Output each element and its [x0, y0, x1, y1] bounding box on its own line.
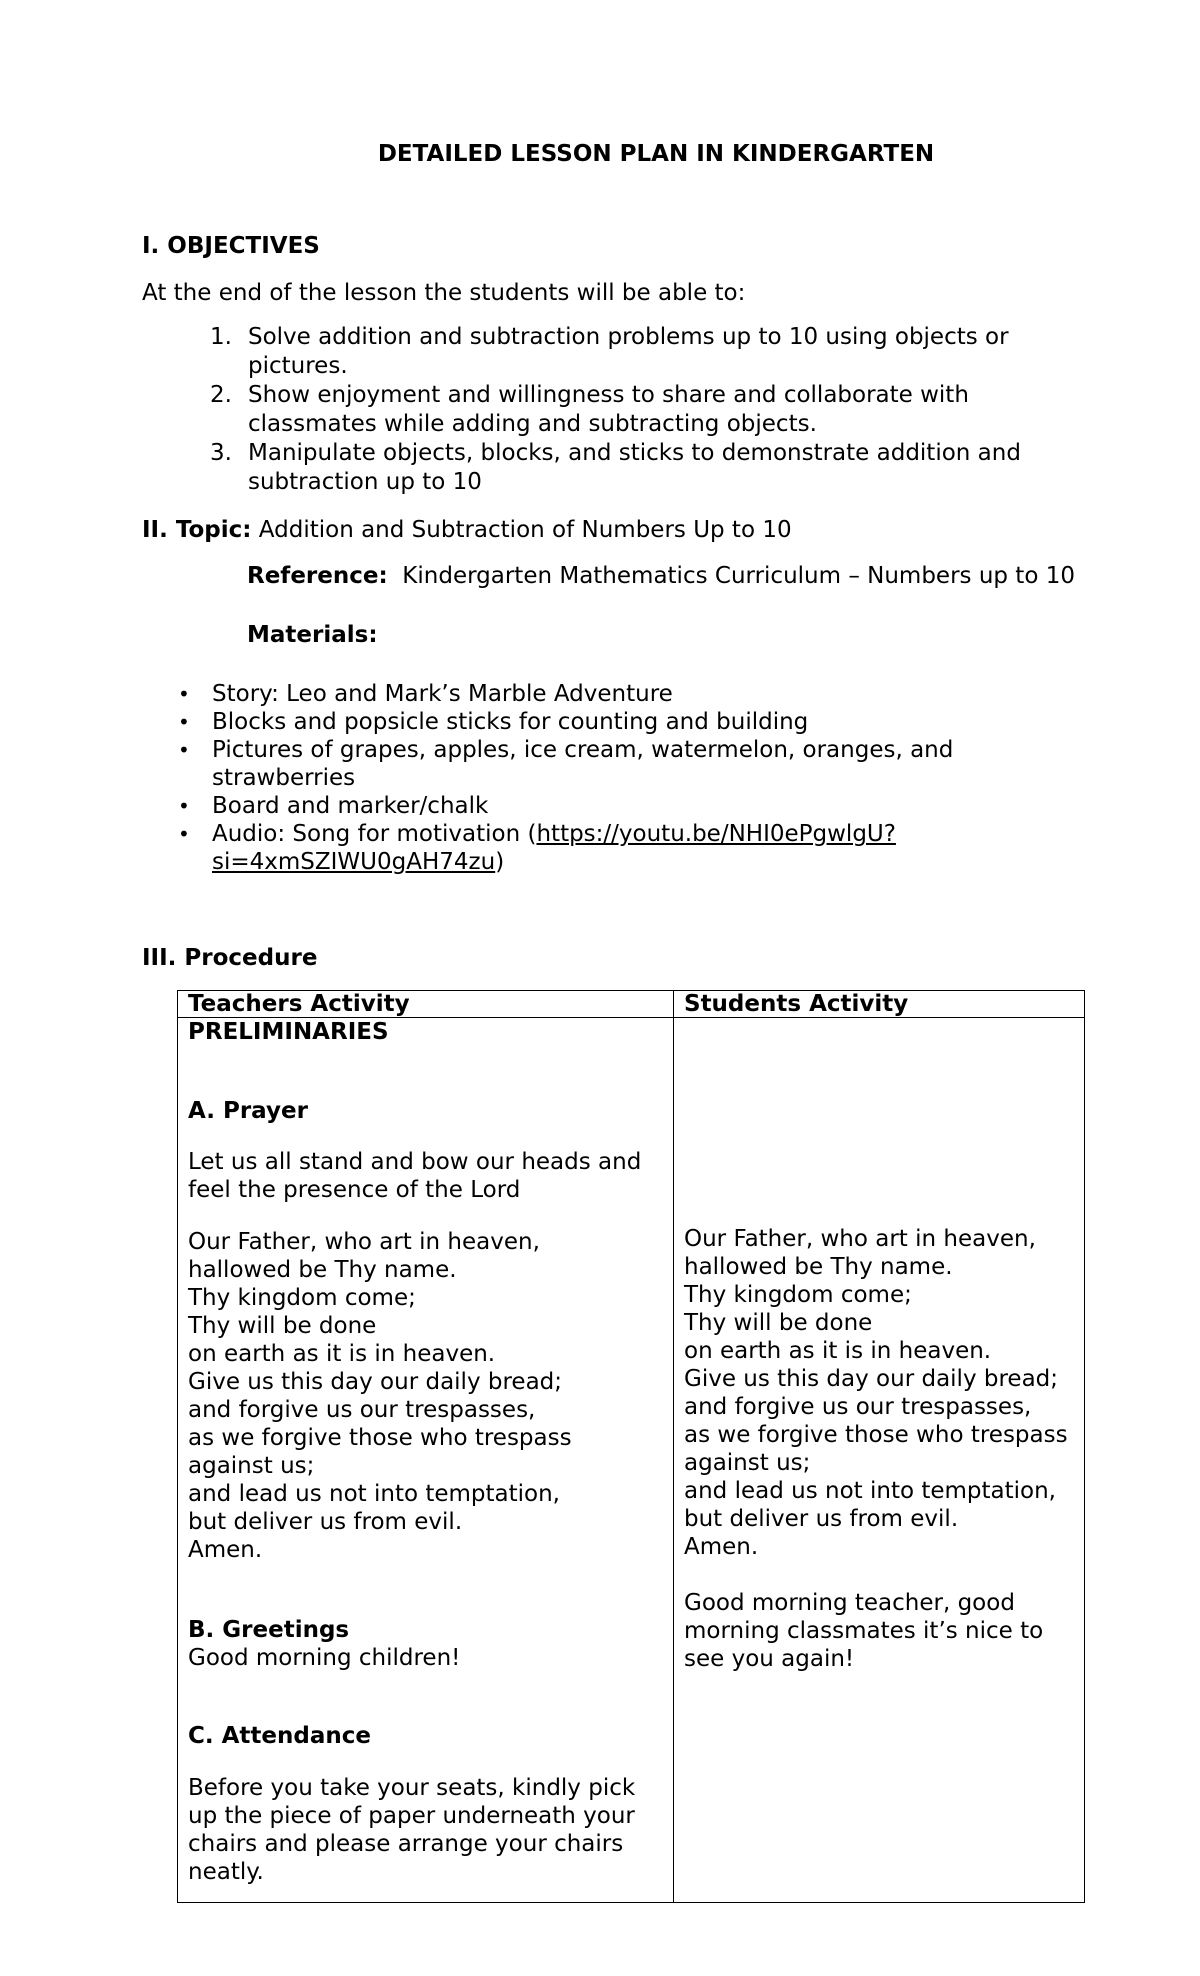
students-activity-cell [674, 1018, 1085, 1903]
list-item: • Audio: Song for motivation (https://youtu.be/NHI0ePgwlgU?si=4xmSZIWU0gAH74zu) [178, 821, 896, 875]
topic-text: Addition and Subtraction of Numbers Up to 10 [258, 517, 792, 543]
list-item: • Pictures of grapes, apples, ice cream, watermelon, oranges, and strawberries [178, 737, 954, 791]
page-title: DETAILED LESSON PLAN IN KINDERGARTEN [377, 141, 935, 167]
greetings-heading: B. Greetings [188, 1617, 350, 1643]
list-item: • Board and marker/chalk [178, 793, 489, 819]
prayer-heading: A. Prayer [188, 1098, 308, 1124]
teacher-activity-cell [178, 1018, 674, 1903]
list-item: 2. Show enjoyment and willingness to share and collaborate with classmates while adding and subtracting objects. [210, 382, 969, 437]
reference-label: Reference: [247, 563, 388, 589]
attendance-heading: C. Attendance [188, 1723, 371, 1749]
greetings-students-text: Good morning teacher, good morning classmates it’s nice to see you again! [684, 1590, 1044, 1672]
table-header-row [178, 991, 1085, 1018]
list-item: • Blocks and popsicle sticks for counting and building [178, 709, 809, 735]
prayer-instruction: Let us all stand and bow our heads and feel the presence of the Lord [188, 1149, 642, 1203]
objectives-heading: I. OBJECTIVES [142, 233, 320, 259]
students-prayer-text: Our Father, who art in heaven, hallowed be Thy name. Thy kingdom come; Thy will be done on earth as it is in heaven. Give us this day our daily bread; and forgive us our trespasses, as we forgive those who trespass against us; and lead us not into temptation, but deliver us from evil. Amen. [684, 1226, 1068, 1560]
procedure-heading: III. Procedure [142, 945, 318, 971]
reference-text: Kindergarten Mathematics Curriculum – Numbers up to 10 [402, 563, 1075, 589]
bullet-icon: • [178, 738, 190, 762]
list-item: 1. Solve addition and subtraction problems up to 10 using objects or pictures. [210, 324, 1009, 379]
materials-list [176, 680, 1036, 876]
teacher-prayer-text: Our Father, who art in heaven, hallowed be Thy name. Thy kingdom come; Thy will be done on earth as it is in heaven. Give us this day our daily bread; and forgive us our trespasses, as we forgive those who trespass against us; and lead us not into temptation, but deliver us from evil. Amen. [188, 1229, 572, 1563]
students-column-header: Students Activity [674, 991, 1085, 1018]
topic-label: II. Topic: [142, 517, 252, 543]
procedure-table [177, 990, 1085, 1903]
preliminaries-heading: PRELIMINARIES [188, 1019, 389, 1045]
bullet-icon: • [178, 822, 190, 846]
list-item: 3. Manipulate objects, blocks, and sticks to demonstrate addition and subtraction up to 10 [210, 440, 1021, 495]
objectives-list [210, 323, 1070, 497]
table-row [178, 1018, 1085, 1903]
bullet-icon: • [178, 794, 190, 818]
teacher-column-header: Teachers Activity [178, 991, 674, 1018]
materials-label: Materials: [247, 622, 378, 648]
topic-line [142, 516, 792, 545]
attendance-text: Before you take your seats, kindly pick up the piece of paper underneath your chairs and please arrange your chairs neatly. [188, 1775, 636, 1885]
bullet-icon: • [178, 710, 190, 734]
bullet-icon: • [178, 682, 190, 706]
reference-line [247, 562, 1077, 591]
audio-link[interactable]: https://youtu.be/NHI0ePgwlgU?si=4xmSZIWU0gAH74zu [212, 821, 896, 875]
objectives-intro: At the end of the lesson the students will be able to: [142, 280, 746, 306]
list-item: • Story: Leo and Mark’s Marble Adventure [178, 681, 673, 707]
greetings-teacher-text: Good morning children! [188, 1645, 461, 1671]
